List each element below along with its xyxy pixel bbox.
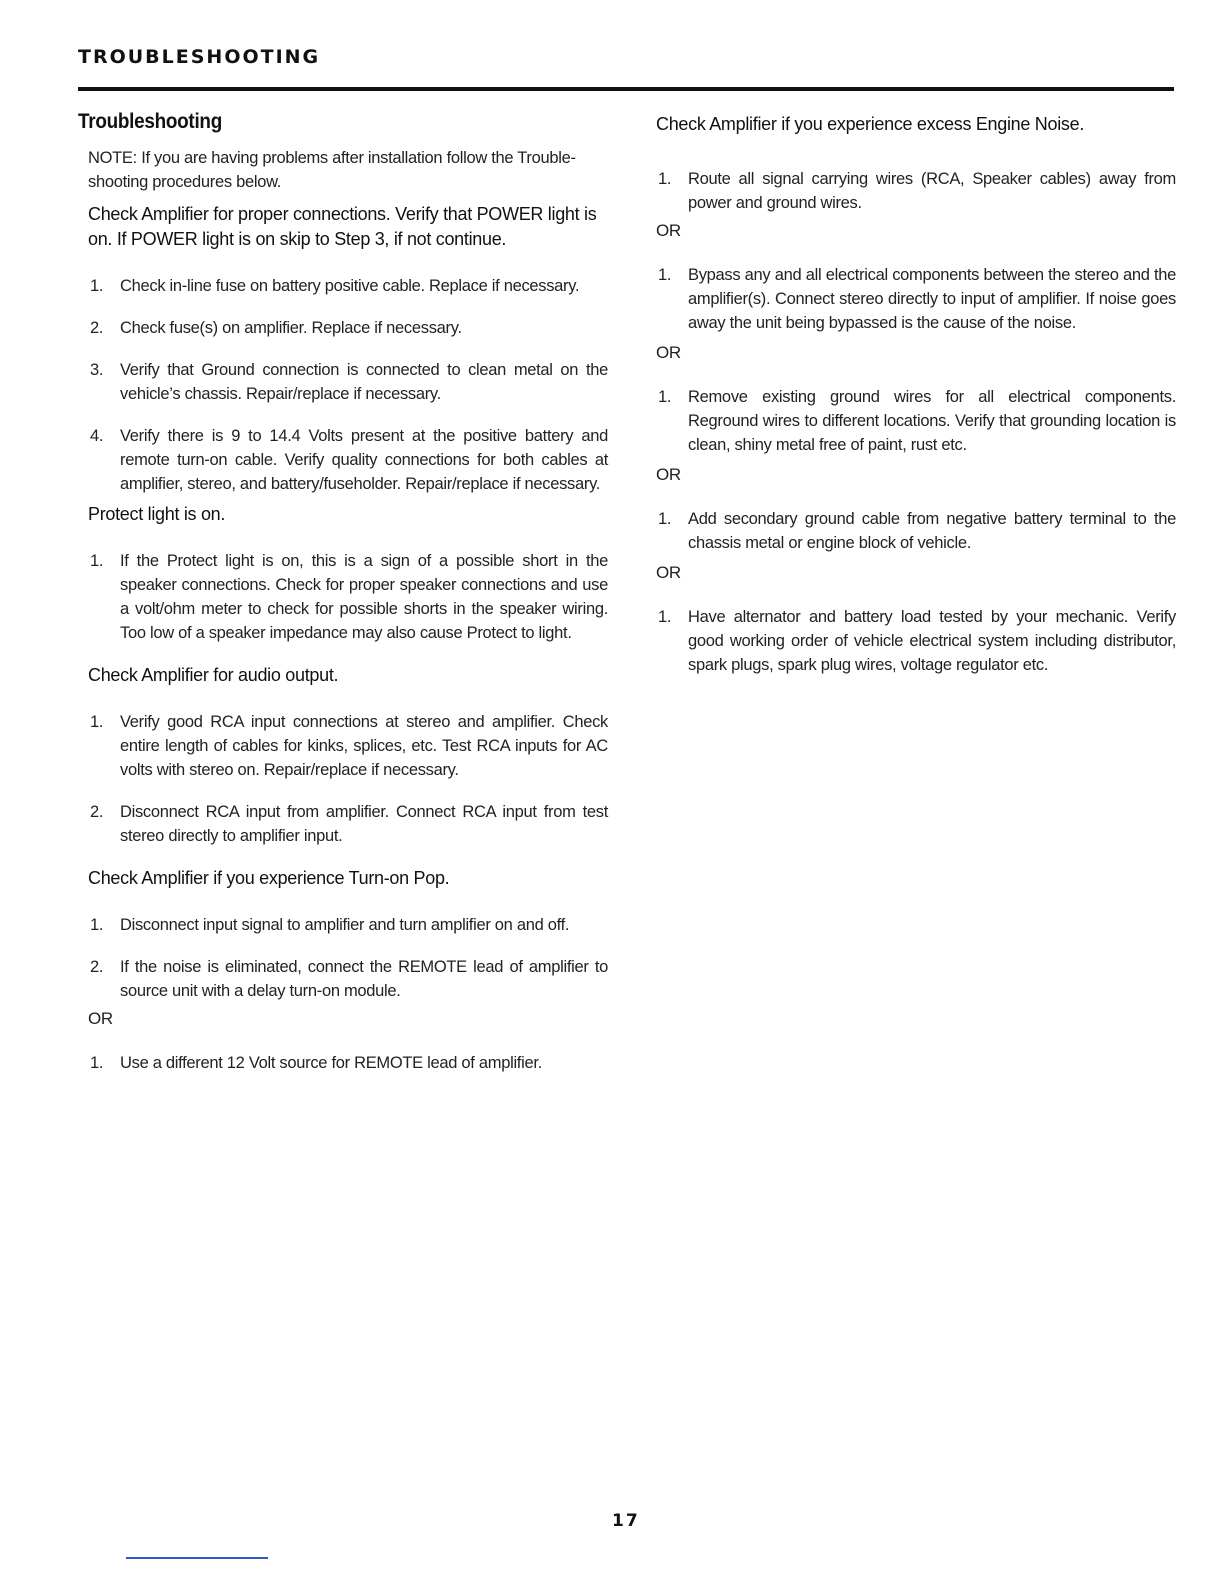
list-item — [90, 358, 608, 406]
list-item — [90, 710, 608, 782]
list-item — [658, 605, 1176, 677]
item-text: Route all signal carrying wires (RCA, Speaker cables) away from power and ground wires. — [688, 170, 1176, 212]
engine-noise-heading: Check Amplifier if you experience excess Engine Noise. — [656, 114, 1085, 134]
left-column — [78, 108, 608, 1093]
turn-on-pop-list — [78, 913, 608, 1003]
item-number: 1. — [658, 510, 672, 528]
right-column — [656, 108, 1176, 691]
or-separator: OR — [88, 1009, 113, 1028]
section-title: Troubleshooting — [78, 110, 222, 133]
list-item — [658, 263, 1176, 335]
item-text: Remove existing ground wires for all electrical components. Reground wires to different locations. Verify that grounding location is clean, shiny metal free of paint, rust etc. — [688, 388, 1176, 454]
item-number: 1. — [90, 916, 104, 934]
or-separator: OR — [656, 343, 681, 362]
item-number: 1. — [658, 170, 672, 188]
list-item — [90, 424, 608, 496]
audio-output-list — [78, 710, 608, 848]
item-number: 2. — [90, 958, 104, 976]
item-number: 1. — [90, 277, 104, 295]
power-check-heading: Check Amplifier for proper connections. Verify that POWER light is on. If POWER light is on skip to Step 3, if not continue. — [88, 204, 597, 249]
list-item — [90, 913, 608, 937]
item-number: 1. — [90, 713, 104, 731]
note-paragraph: NOTE: If you are having problems after installation follow the Trouble-shooting procedures below. — [88, 149, 576, 191]
list-item — [658, 507, 1176, 555]
page-header-title: TROUBLESHOOTING — [78, 46, 321, 68]
item-number: 1. — [90, 1054, 104, 1072]
item-number: 1. — [658, 266, 672, 284]
item-text: Disconnect RCA input from amplifier. Connect RCA input from test stereo directly to amplifier input. — [120, 803, 608, 845]
protect-heading: Protect light is on. — [88, 504, 226, 524]
item-text: Verify good RCA input connections at stereo and amplifier. Check entire length of cables for kinks, splices, etc. Test RCA inputs for AC volts with stereo on. Repair/replace if necessary. — [120, 713, 608, 779]
list-item — [90, 800, 608, 848]
list-item — [90, 549, 608, 645]
item-number: 2. — [90, 319, 104, 337]
list-item — [658, 385, 1176, 457]
item-text: Have alternator and battery load tested by your mechanic. Verify good working order of vehicle electrical system including distributor, spark plugs, spark plug wires, voltage regulator etc. — [688, 608, 1176, 674]
protect-list — [78, 549, 608, 645]
item-text: Check in-line fuse on battery positive cable. Replace if necessary. — [120, 277, 580, 295]
or-separator: OR — [656, 563, 681, 582]
list-item — [90, 1051, 608, 1075]
item-number: 3. — [90, 361, 104, 379]
item-number: 1. — [90, 552, 104, 570]
item-text: Bypass any and all electrical components between the stereo and the amplifier(s). Connect stereo directly to input of amplifier. If noise goes away the unit being bypassed is the cause of the noise. — [688, 266, 1176, 332]
header-divider — [78, 87, 1174, 91]
item-text: Add secondary ground cable from negative battery terminal to the chassis metal or engine block of vehicle. — [688, 510, 1176, 552]
audio-output-heading: Check Amplifier for audio output. — [88, 665, 339, 685]
page-number: 17 — [612, 1511, 640, 1531]
item-text: If the noise is eliminated, connect the REMOTE lead of amplifier to source unit with a delay turn-on module. — [120, 958, 608, 1000]
item-number: 4. — [90, 427, 104, 445]
item-text: Use a different 12 Volt source for REMOTE lead of amplifier. — [120, 1054, 542, 1072]
item-text: Verify there is 9 to 14.4 Volts present at the positive battery and remote turn-on cable. Verify quality connections for both cables at amplifier, stereo, and battery/fuseholder. Repair/replace if necessary. — [120, 427, 608, 493]
list-item — [90, 316, 608, 340]
or-separator: OR — [656, 465, 681, 484]
list-item — [658, 167, 1176, 215]
item-number: 2. — [90, 803, 104, 821]
turn-on-pop-heading: Check Amplifier if you experience Turn-on Pop. — [88, 868, 450, 888]
footer-decorative-line — [126, 1557, 268, 1559]
list-item — [90, 274, 608, 298]
item-number: 1. — [658, 608, 672, 626]
item-number: 1. — [658, 388, 672, 406]
or-separator: OR — [656, 221, 681, 240]
item-text: If the Protect light is on, this is a sign of a possible short in the speaker connections. Check for proper speaker connections and use a volt/ohm meter to check for possible shorts in the speaker wiring. Too low of a speaker impedance may also cause Protect to light. — [120, 552, 608, 642]
power-check-list — [78, 274, 608, 496]
list-item — [90, 955, 608, 1003]
item-text: Verify that Ground connection is connected to clean metal on the vehicle’s chassis. Repair/replace if necessary. — [120, 361, 608, 403]
item-text: Check fuse(s) on amplifier. Replace if necessary. — [120, 319, 462, 337]
item-text: Disconnect input signal to amplifier and turn amplifier on and off. — [120, 916, 570, 934]
